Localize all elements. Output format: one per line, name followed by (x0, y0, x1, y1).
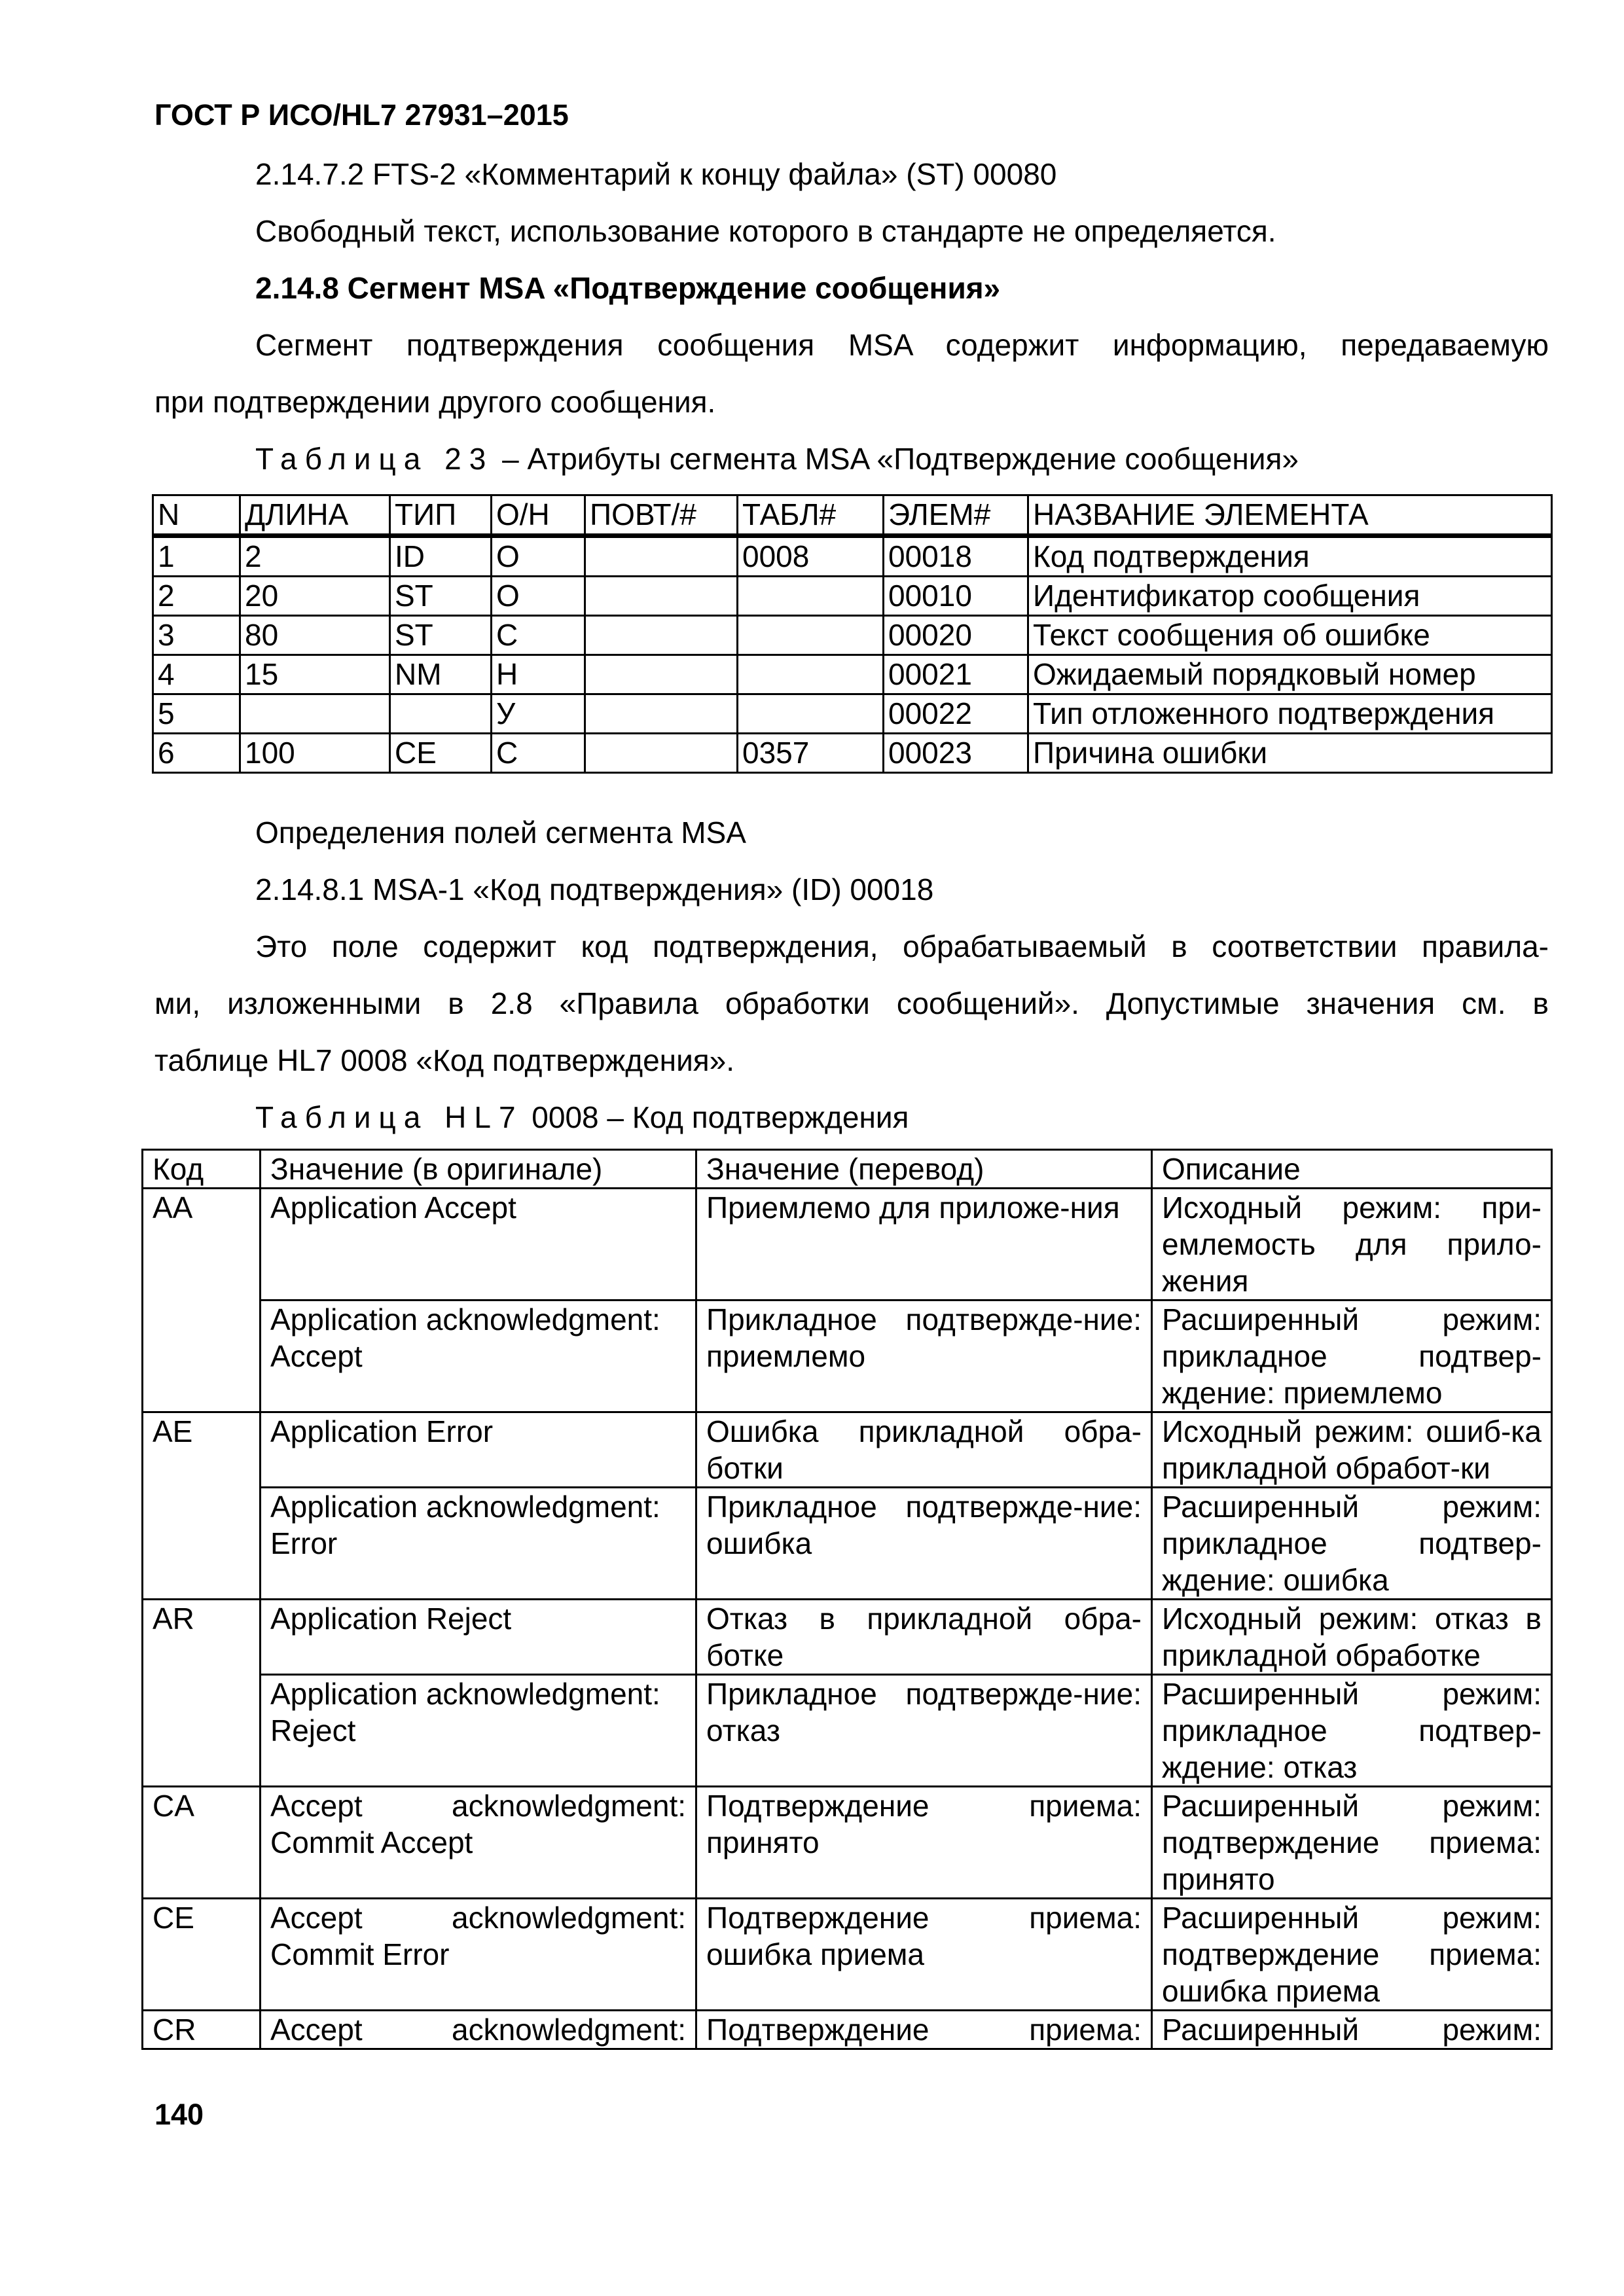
cell: 5 (153, 694, 240, 734)
msa1-text-line-2: ми, изложенными в 2.8 «Правила обработки сообщений». Допустимые значения см. в (154, 986, 1549, 1020)
ack-code-table (141, 1149, 1553, 2050)
table-row (153, 577, 1552, 616)
cell (390, 694, 492, 734)
cell: С (492, 616, 585, 655)
cell (585, 655, 738, 694)
code-cell: CR (143, 2011, 261, 2049)
cell: Расширенный режим: подтверждение приема: принято (1152, 1787, 1552, 1899)
cell: Подтверждение приема: (696, 2011, 1152, 2049)
cell: Причина ошибки (1028, 734, 1552, 773)
cell (585, 694, 738, 734)
table-row (143, 1189, 1552, 1300)
cell: Текст сообщения об ошибке (1028, 616, 1552, 655)
col-header: ПОВТ/# (585, 495, 738, 536)
cell: NM (390, 655, 492, 694)
msa1-title: 2.14.8.1 MSA-1 «Код подтверждения» (ID) 00018 (255, 872, 934, 906)
table-row (143, 1899, 1552, 2011)
table-row (153, 536, 1552, 577)
cell: Расширенный режим: прикладное подтвер-ждение: ошибка (1152, 1488, 1552, 1600)
cell: 6 (153, 734, 240, 773)
table-header-row (153, 495, 1552, 536)
cell: 4 (153, 655, 240, 694)
col-header: Код (143, 1150, 261, 1189)
cell: Прикладное подтвержде-ние: отказ (696, 1675, 1152, 1787)
cell: О (492, 536, 585, 577)
cell: 0008 (738, 536, 884, 577)
cell: Ожидаемый порядковый номер (1028, 655, 1552, 694)
table-row (153, 734, 1552, 773)
table-header-row (143, 1150, 1552, 1189)
table0008-caption (255, 1088, 909, 1146)
cell: 00023 (884, 734, 1028, 773)
cell: Расширенный режим: (1152, 2011, 1552, 2049)
cell: О (492, 577, 585, 616)
cell: ST (390, 616, 492, 655)
code-cell: AE (143, 1412, 261, 1600)
fts2-title: 2.14.7.2 FTS-2 «Комментарий к концу файла» (ST) 00080 (255, 157, 1057, 191)
page-number: 140 (154, 2098, 204, 2131)
cell: 80 (240, 616, 390, 655)
col-header: Описание (1152, 1150, 1552, 1189)
cell: Расширенный режим: прикладное подтвер-ждение: приемлемо (1152, 1300, 1552, 1412)
table23-caption-label: Таблица 23 (255, 442, 494, 476)
table-row (143, 1300, 1552, 1412)
col-header: Значение (в оригинале) (261, 1150, 696, 1189)
cell: Подтверждение приема: ошибка приема (696, 1899, 1152, 2011)
col-header: ДЛИНА (240, 495, 390, 536)
cell: Н (492, 655, 585, 694)
cell: 15 (240, 655, 390, 694)
cell: 100 (240, 734, 390, 773)
table-row (143, 1787, 1552, 1899)
cell (585, 536, 738, 577)
table-row (143, 1675, 1552, 1787)
cell: Идентификатор сообщения (1028, 577, 1552, 616)
cell: У (492, 694, 585, 734)
cell: Application Accept (261, 1189, 696, 1300)
cell: ID (390, 536, 492, 577)
cell: 1 (153, 536, 240, 577)
cell: Исходный режим: при-емлемость для прило-жения (1152, 1189, 1552, 1300)
table23-caption (255, 430, 1299, 488)
cell: Тип отложенного подтверждения (1028, 694, 1552, 734)
cell (585, 734, 738, 773)
table-row (143, 2011, 1552, 2049)
cell: 2 (240, 536, 390, 577)
cell: Отказ в прикладной обра-ботке (696, 1600, 1152, 1675)
cell: Accept acknowledgment: Commit Accept (261, 1787, 696, 1899)
cell: Расширенный режим: подтверждение приема: ошибка приема (1152, 1899, 1552, 2011)
cell (585, 577, 738, 616)
table0008-caption-title: 0008 – Код подтверждения (523, 1100, 909, 1134)
cell: 3 (153, 616, 240, 655)
cell: CE (390, 734, 492, 773)
cell: 00021 (884, 655, 1028, 694)
fts2-text: Свободный текст, использование которого в стандарте не определяется. (255, 214, 1276, 248)
cell: Приемлемо для приложе-ния (696, 1189, 1152, 1300)
cell: Accept acknowledgment: Commit Error (261, 1899, 696, 2011)
msa-attributes-table (152, 494, 1553, 774)
table-row (143, 1488, 1552, 1600)
cell: 0357 (738, 734, 884, 773)
table-row (153, 655, 1552, 694)
cell: Accept acknowledgment: (261, 2011, 696, 2049)
table-row (143, 1600, 1552, 1675)
cell: Исходный режим: отказ в прикладной обработке (1152, 1600, 1552, 1675)
cell: 00020 (884, 616, 1028, 655)
table-row (143, 1412, 1552, 1488)
fields-definition-heading: Определения полей сегмента MSA (255, 816, 746, 850)
cell: Подтверждение приема: принято (696, 1787, 1152, 1899)
cell: Расширенный режим: прикладное подтвер-ждение: отказ (1152, 1675, 1552, 1787)
cell (738, 694, 884, 734)
cell (738, 616, 884, 655)
code-cell: CE (143, 1899, 261, 2011)
col-header: НАЗВАНИЕ ЭЛЕМЕНТА (1028, 495, 1552, 536)
cell: 00022 (884, 694, 1028, 734)
col-header: О/Н (492, 495, 585, 536)
cell: Application acknowledgment: Accept (261, 1300, 696, 1412)
code-cell: AA (143, 1189, 261, 1412)
cell: Прикладное подтвержде-ние: приемлемо (696, 1300, 1152, 1412)
cell: Код подтверждения (1028, 536, 1552, 577)
code-cell: CA (143, 1787, 261, 1899)
msa1-text-line-3: таблице HL7 0008 «Код подтверждения». (154, 1043, 735, 1077)
col-header: ЭЛЕМ# (884, 495, 1028, 536)
cell (738, 655, 884, 694)
cell: Исходный режим: ошиб-ка прикладной обработ-ки (1152, 1412, 1552, 1488)
document-header: ГОСТ Р ИСО/HL7 27931–2015 (154, 98, 569, 132)
table23-caption-title: – Атрибуты сегмента MSA «Подтверждение сообщения» (494, 442, 1299, 476)
cell: Прикладное подтвержде-ние: ошибка (696, 1488, 1152, 1600)
table-row (153, 694, 1552, 734)
cell: ST (390, 577, 492, 616)
cell (738, 577, 884, 616)
cell: Application acknowledgment: Error (261, 1488, 696, 1600)
cell: 2 (153, 577, 240, 616)
cell: Application acknowledgment: Reject (261, 1675, 696, 1787)
table-row (153, 616, 1552, 655)
cell: 20 (240, 577, 390, 616)
msa-section-heading: 2.14.8 Сегмент MSA «Подтверждение сообщения» (255, 271, 1001, 305)
cell (240, 694, 390, 734)
cell: 00010 (884, 577, 1028, 616)
col-header: Значение (перевод) (696, 1150, 1152, 1189)
msa-intro-line-1: Сегмент подтверждения сообщения MSA содержит информацию, передаваемую (255, 328, 1549, 362)
msa-intro-line-2: при подтверждении другого сообщения. (154, 385, 716, 419)
col-header: N (153, 495, 240, 536)
col-header: ТИП (390, 495, 492, 536)
cell: С (492, 734, 585, 773)
cell (585, 616, 738, 655)
cell: Application Reject (261, 1600, 696, 1675)
cell: Ошибка прикладной обра-ботки (696, 1412, 1152, 1488)
table0008-caption-label: Таблица HL7 (255, 1100, 524, 1134)
code-cell: AR (143, 1600, 261, 1787)
cell: Application Error (261, 1412, 696, 1488)
col-header: ТАБЛ# (738, 495, 884, 536)
msa1-text-line-1: Это поле содержит код подтверждения, обрабатываемый в соответствии правила- (255, 929, 1549, 963)
cell: 00018 (884, 536, 1028, 577)
